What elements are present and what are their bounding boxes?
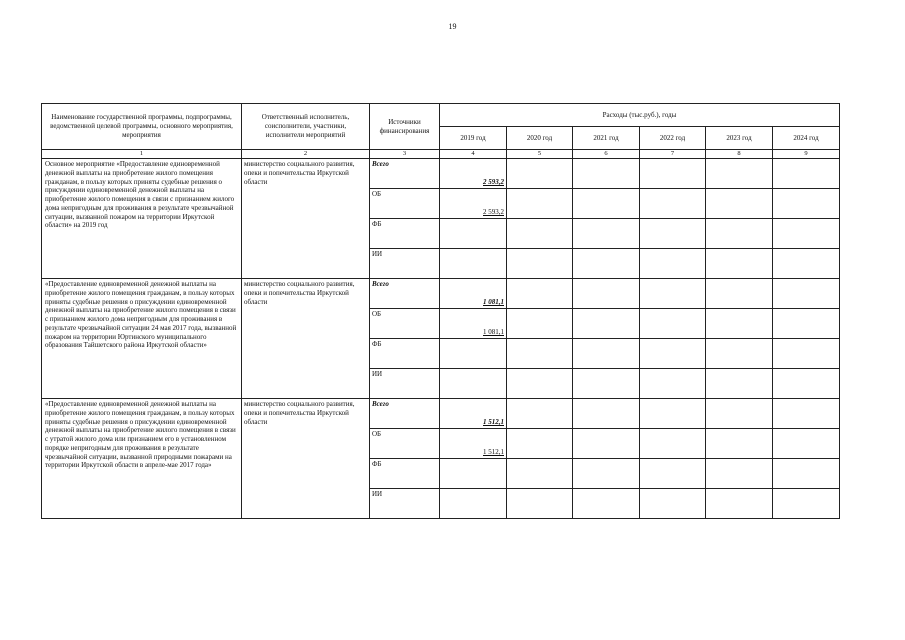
value-2019 [440,249,507,279]
source-label: ИИ [370,369,440,399]
header-responsible: Ответственный исполнитель, соисполнители, участники, исполнители мероприятий [242,104,370,150]
column-index: 8 [706,150,773,159]
value-2019 [440,219,507,249]
column-index: 7 [640,150,706,159]
column-index: 1 [42,150,242,159]
value-2019: 1 512,1 [440,429,507,459]
value-2019: 2 593,2 [440,189,507,219]
column-index: 3 [370,150,440,159]
header-name: Наименование государственной программы, подпрограммы, ведомственной целевой программы, основного мероприятия, мероприятия [42,104,242,150]
responsible-executor: министерство социального развития, опеки и попечительства Иркутской области [242,399,370,519]
value-2019 [440,489,507,519]
column-index-row [42,150,840,159]
source-label: ОБ [370,189,440,219]
table-row [42,159,840,189]
column-index: 4 [440,150,507,159]
header-sources: Источники финансирования [370,104,440,150]
budget-table [41,103,840,519]
column-index: 5 [507,150,573,159]
header-expenses: Расходы (тыс.руб.), годы [440,104,840,127]
header-year-2024: 2024 год [773,127,840,150]
value-2019: 1 512,1 [440,399,507,429]
source-label: ОБ [370,309,440,339]
header-year-2022: 2022 год [640,127,706,150]
value-2019 [440,459,507,489]
value-2019: 1 081,1 [440,309,507,339]
header-year-2023: 2023 год [706,127,773,150]
source-label: Всего [370,279,440,309]
source-label: ФБ [370,219,440,249]
source-label: ОБ [370,429,440,459]
source-label: Всего [370,159,440,189]
activity-name: «Предоставление единовременной денежной выплаты на приобретение жилого помещения гражданам, в пользу которых приняты судебные решения о присуждении единовременной денежной выплаты на приобретение жилого помещения в связи с признанием жилого дома непригодным для проживания в результате чрезвычайной ситуации 24 мая 2017 года, вызванной пожаром на территории Юртинского муниципального образования Тайшетского района Иркутской области» [42,279,242,399]
value-2019 [440,339,507,369]
table-row [42,279,840,309]
source-label: Всего [370,399,440,429]
source-label: ИИ [370,489,440,519]
header-year-2019: 2019 год [440,127,507,150]
table-row [42,399,840,429]
source-label: ИИ [370,249,440,279]
value-2019: 1 081,1 [440,279,507,309]
value-2019: 2 593,2 [440,159,507,189]
header-year-2021: 2021 год [573,127,640,150]
responsible-executor: министерство социального развития, опеки и попечительства Иркутской области [242,159,370,279]
source-label: ФБ [370,459,440,489]
responsible-executor: министерство социального развития, опеки и попечительства Иркутской области [242,279,370,399]
source-label: ФБ [370,339,440,369]
column-index: 9 [773,150,840,159]
page-number: 19 [448,22,457,31]
column-index: 2 [242,150,370,159]
activity-name: Основное мероприятие «Предоставление единовременной денежной выплаты на приобретение жилого помещения гражданам, в пользу которых приняты судебные решения о присуждении единовременной денежной выплаты на приобретение жилого помещения в связи с признанием жилого дома непригодным для проживания в результате чрезвычайной ситуации, вызванной пожаром на территории Иркутской области» на 2019 год [42,159,242,279]
column-index: 6 [573,150,640,159]
header-year-2020: 2020 год [507,127,573,150]
value-2019 [440,369,507,399]
activity-name: «Предоставление единовременной денежной выплаты на приобретение жилого помещения гражданам, в пользу которых приняты судебные решения о присуждении единовременной денежной выплаты на приобретение жилого помещения в связи с утратой жилого дома или признанием его в установленном порядке непригодным для проживания в результате чрезвычайной ситуации, вызванной природными пожарами на территории Иркутской области в апреле-мае 2017 года» [42,399,242,519]
